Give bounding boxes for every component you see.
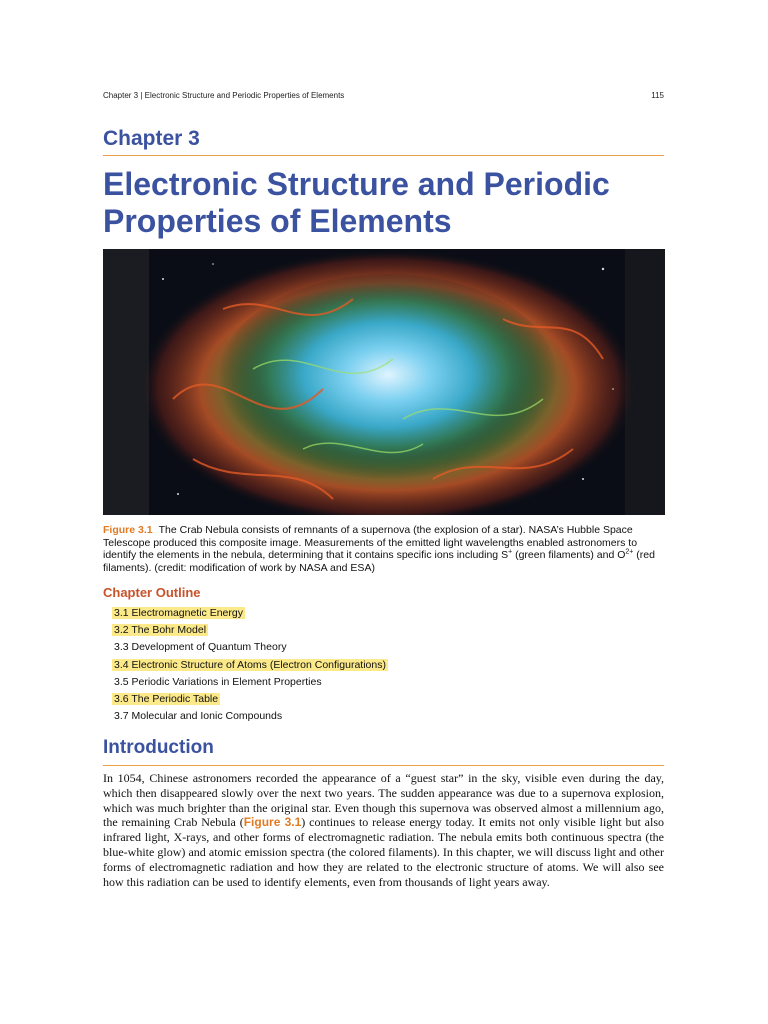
outline-item[interactable] [114,658,388,675]
caption-sup-1: + [508,548,513,556]
page-number: 115 [651,91,664,100]
chapter-title: Electronic Structure and Periodic Properties of Elements [103,166,610,239]
introduction-heading: Introduction [103,737,214,758]
outline-item[interactable] [114,623,388,640]
introduction-rule [103,765,664,766]
chapter-rule [103,155,664,156]
caption-sup-2: 2+ [625,548,634,556]
intro-text-1: In 1054, Chinese astronomers recorded the appearance of a “guest star” in the sky, visible even during the day, which then disappeared slowly over the next two years. The sudden appearance was due to a supernova explosion, which was much brighter than the original star. Even though this supernova was observed almost a millennium ago, the remaining Crab Nebula ( [103,771,664,830]
outline-item[interactable] [114,709,388,726]
caption-text-1: The Crab Nebula consists of remnants of a supernova (the explosion of a star). NASA’s Hubble Space Telescope produced this composite image. Measurements of the emitted light wavelengths enabled astronomers to identify the elements in the nebula, determining that it contains specific ions including S [103,524,638,561]
figure-reference-link[interactable]: Figure 3.1 [243,815,302,830]
caption-text-2: (green filaments) and O [512,549,626,561]
figure-label: Figure 3.1 [103,524,153,536]
introduction-paragraph [103,771,664,889]
running-header [103,91,664,100]
outline-list [114,606,388,726]
caption-text-3: (red filaments). (credit: modification of work by NASA and ESA) [103,549,655,574]
crab-nebula-image [103,249,665,515]
outline-item-label: 3.7 Molecular and Ionic Compounds [114,710,283,723]
outline-item-label: 3.2 The Bohr Model [114,624,207,637]
intro-text-2: ) continues to release energy today. It emits not only visible light but also infrared light, X-rays, and other forms of electromagnetic radiation. The nebula emits both continuous spectra (the blue-white glow) and atomic emission spectra (the colored filaments). In this chapter, we will discuss light and other forms of electromagnetic radiation and how they are related to the electronic structure of atoms. We will also see how this radiation can be used to identify elements, even from thousands of light years away. [103,815,664,889]
outline-item-label: 3.4 Electronic Structure of Atoms (Electron Configurations) [114,658,386,671]
running-title: Chapter 3 | Electronic Structure and Periodic Properties of Elements [103,91,345,100]
outline-heading: Chapter Outline [103,585,201,600]
outline-item[interactable] [114,606,388,623]
outline-item-label: 3.3 Development of Quantum Theory [114,641,287,654]
outline-item-label: 3.6 The Periodic Table [114,692,219,705]
outline-item-label: 3.1 Electromagnetic Energy [114,607,243,619]
outline-item-label: 3.5 Periodic Variations in Element Properties [114,675,322,688]
outline-item[interactable] [114,640,388,657]
outline-item[interactable] [114,675,388,692]
chapter-label: Chapter 3 [103,127,200,150]
figure-caption [103,524,668,574]
outline-item[interactable] [114,692,388,709]
